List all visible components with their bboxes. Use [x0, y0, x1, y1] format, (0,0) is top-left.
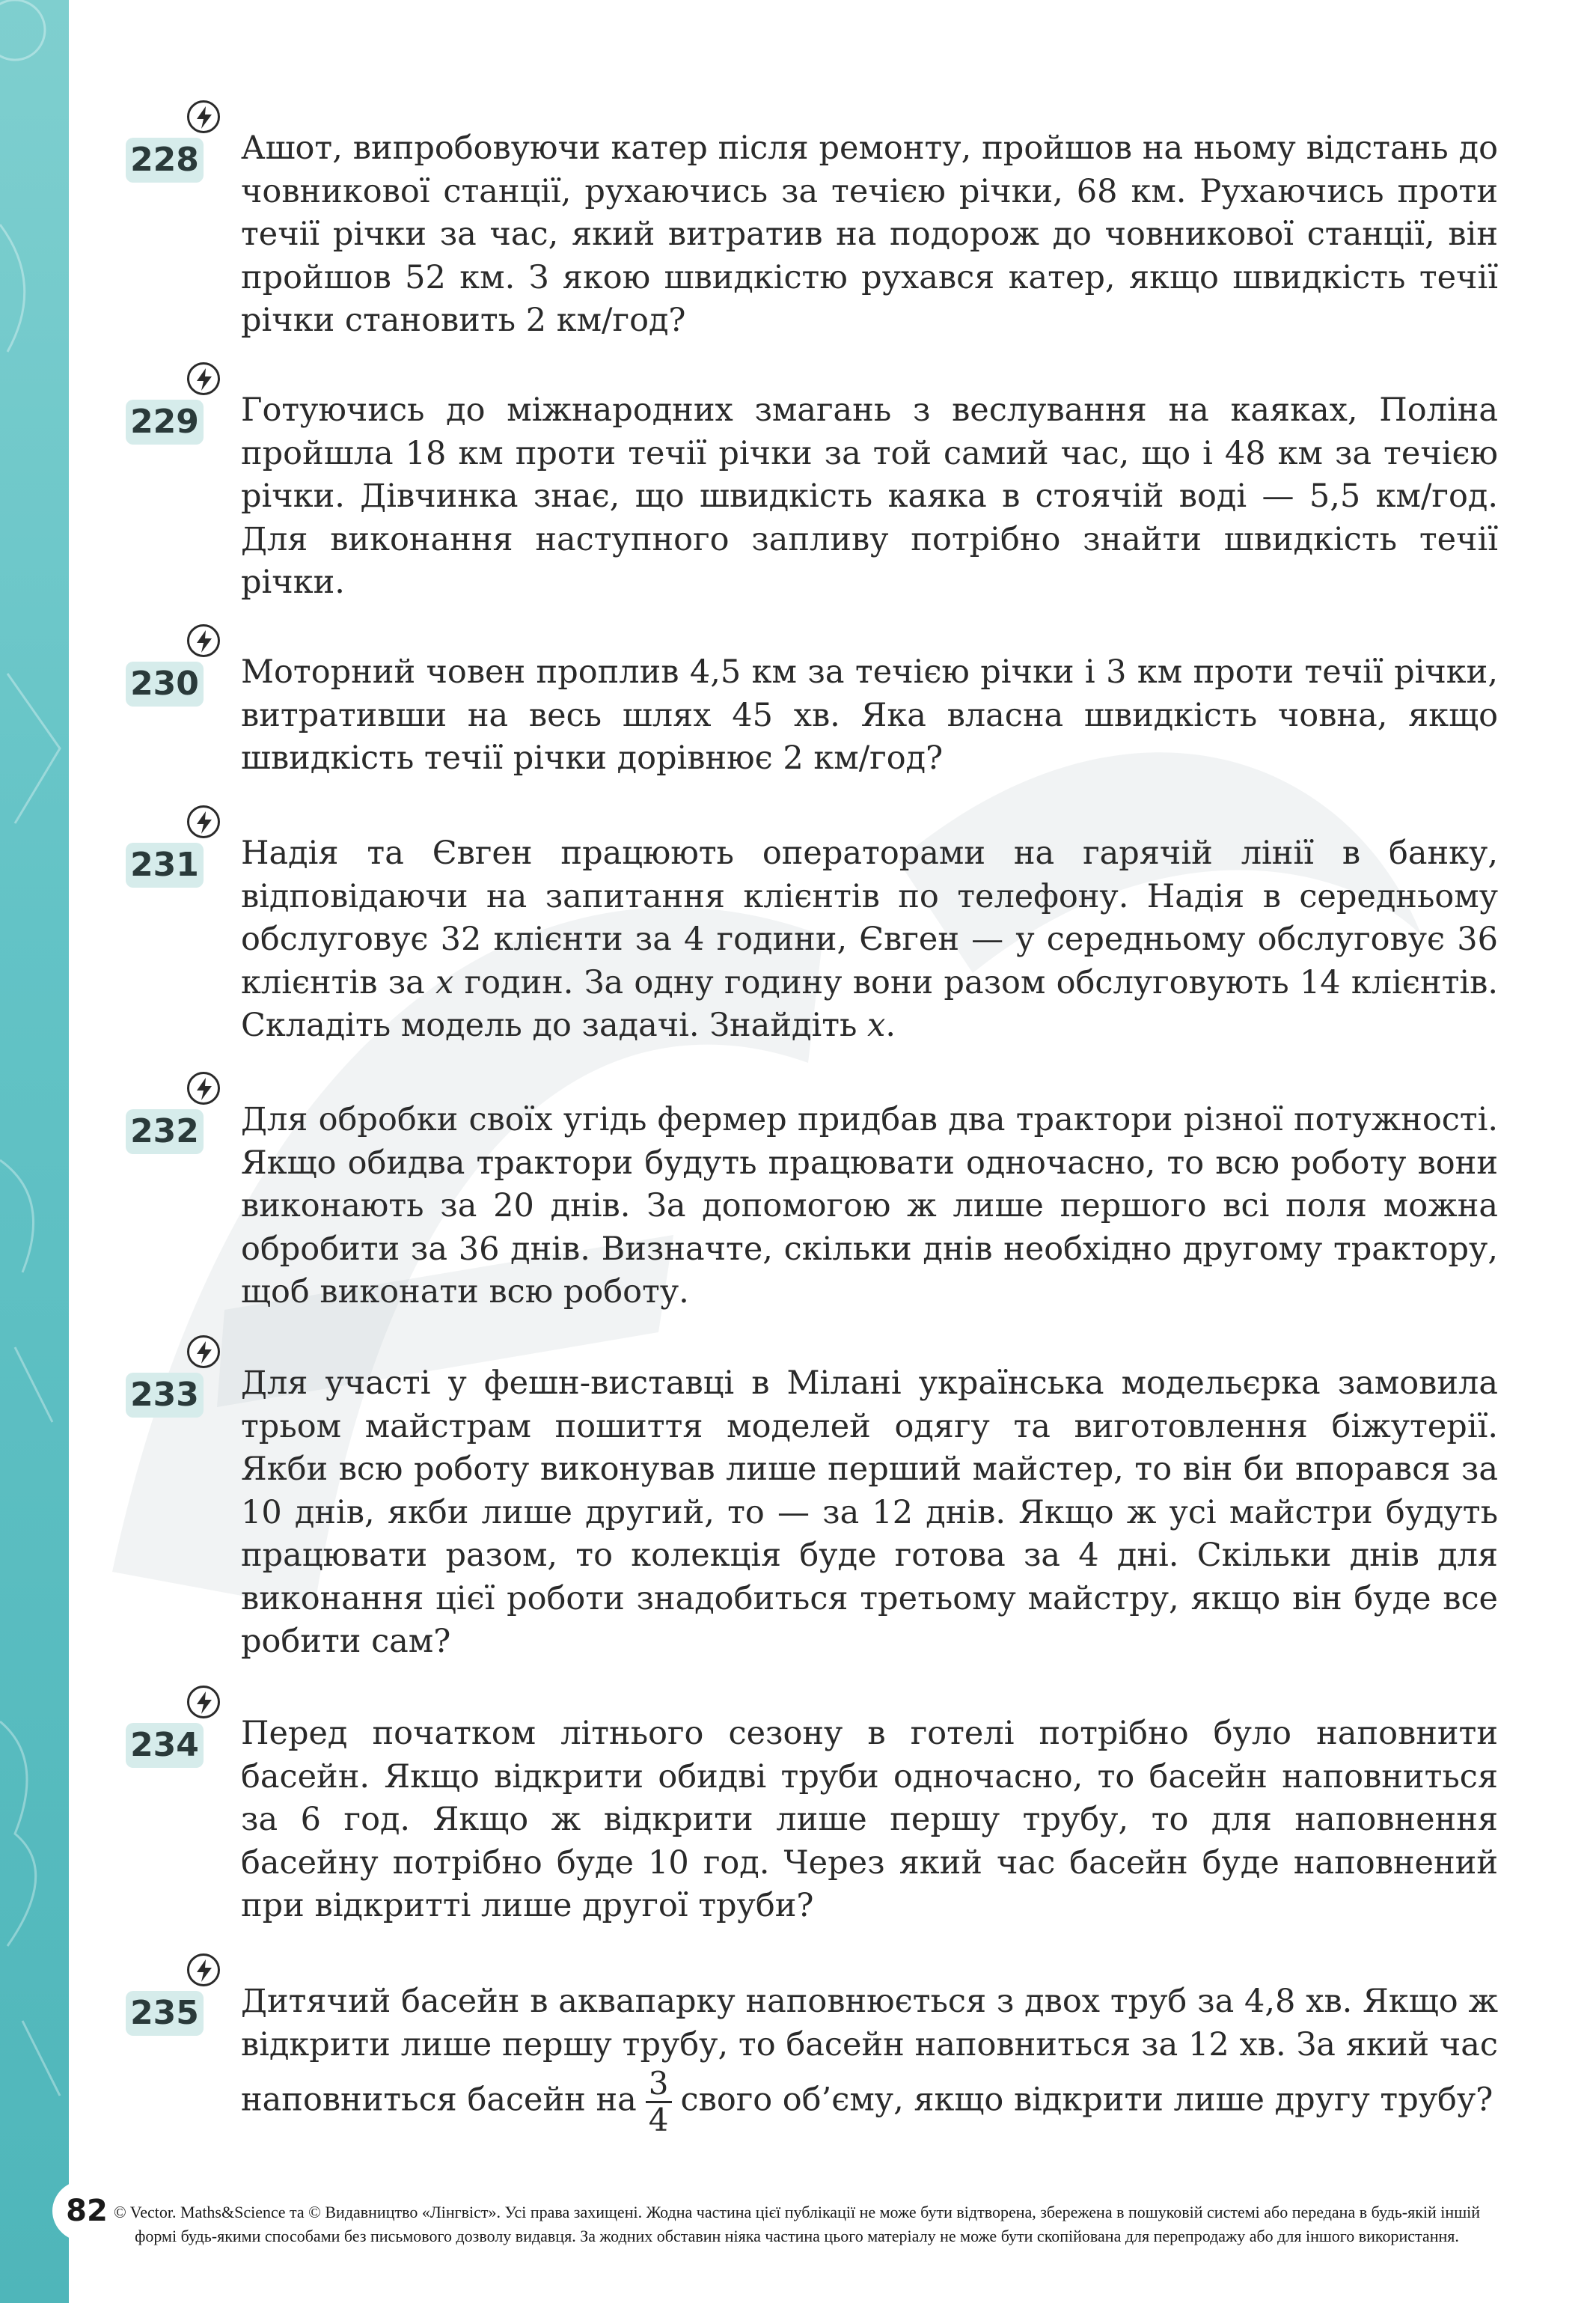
- problem-number-badge: [126, 832, 204, 891]
- problem-text: Ашот, випробовуючи катер після ремонту, пройшов на ньому відстань до човникової станції, рухаючись за течією річки, 68 км. Рухаючись проти течії річки за час, який витратив на подорож до човникової станції, він пройшов 52 км. З якою швидкістю рухався катер, якщо швидкість течії річки становить 2 км/год?: [241, 129, 1498, 339]
- problem-text: Моторний човен проплив 4,5 км за течією річки і 3 км проти течії річки, витративши на весь шлях 45 хв. Яка власна швидкість човна, якщо швидкість течії річки дорівнює 2 км/год?: [241, 653, 1498, 777]
- lightning-icon: [187, 1953, 220, 1986]
- lightning-icon: [187, 1072, 220, 1105]
- variable-x: x: [867, 1007, 886, 1044]
- problem-text-part: Надія та Євген працюють операторами на гарячій лінії в банку, відповідаючи на запитання клієнтів по телефону. Надія в середньому обслуговує 32 клієнти за 4 години, Євген — у середньому обслуговує 36 клієнтів за: [241, 835, 1498, 1001]
- problem-number-badge: [126, 651, 204, 710]
- problem-text-part: Дитячий басейн в аквапарку наповнюється з двох труб за 4,8 хв. Якщо ж відкрити лише першу трубу, то басейн наповниться за 12 хв. За який час наповниться басейн на: [241, 1983, 1498, 2119]
- problem-number-badge: [126, 1980, 204, 2039]
- lightning-icon: [187, 805, 220, 838]
- lightning-icon: [187, 100, 220, 133]
- problem-number-badge: [126, 1712, 204, 1771]
- problem-text-part: годин. За одну годину вони разом обслуговують 14 клієнтів. Складіть модель до задачі. Знайдіть: [241, 963, 1498, 1044]
- problem-text: Готуючись до міжнародних змагань з веслування на каяках, Поліна пройшла 18 км проти течії річки за той самий час, що і 48 км за течією річки. Дівчинка знає, що швидкість каяка в стоячій воді — 5,5 км/год. Для виконання наступного запливу потрібно знайти швидкість течії річки.: [241, 391, 1498, 601]
- problem-text: Перед початком літнього сезону в готелі потрібно було наповнити басейн. Якщо відкрити обидві труби одночасно, то басейн наповниться за 6 год. Якщо ж відкрити лише першу трубу, то для наповнення басейну потрібно буде 10 год. Через який час басейн буде наповнений при відкритті лише другої труби?: [241, 1715, 1498, 1924]
- lightning-icon: [187, 1335, 220, 1368]
- problem-number: 233: [126, 1373, 204, 1418]
- page-number: 82: [52, 2180, 121, 2242]
- problem-number: 235: [126, 1991, 204, 2036]
- copyright-footer: © Vector. Maths&Science та © Видавництво «Лінгвіст». Усі права захищені. Жодна частина цієї публікації не може бути відтворена, збережена в пошуковій системі або передана в будь-якій іншій формі будь-якими способами без письмового дозволу видавця. За жодних обставин ніяка частина цього матеріалу не може бути скопійована для перепродажу або для іншого використання.: [113, 2203, 1481, 2245]
- fraction: [646, 2066, 672, 2138]
- problem-number-badge: [126, 389, 204, 448]
- problem-number: 231: [126, 843, 204, 888]
- lightning-icon: [187, 624, 220, 657]
- problem-text: Для участі у фешн-виставці в Мілані українська модельєрка замовила трьом майстрам пошиття моделей одягу та виготовлення біжутерії. Якби всю роботу виконував лише перший майстер, то він би впорався за 10 днів, якби лише другий, то — за 12 днів. Якщо ж усі майстри будуть працювати разом, то колекція буде готова за 4 дні. Скільки днів для виконання цієї роботи знадобиться третьому майстру, якщо він буде все робити сам?: [241, 1364, 1498, 1660]
- problem-number: 232: [126, 1109, 204, 1154]
- lightning-icon: [187, 1686, 220, 1718]
- problem-number: 228: [126, 138, 204, 183]
- fraction-denominator: 4: [646, 2101, 672, 2138]
- problem-number: 230: [126, 662, 204, 707]
- problem-number: 234: [126, 1723, 204, 1768]
- variable-x: x: [435, 963, 454, 1001]
- fraction-numerator: 3: [648, 2065, 669, 2102]
- problem-number-badge: [126, 1099, 204, 1157]
- problem-text-part: свого об’єму, якщо відкрити лише другу трубу?: [680, 2081, 1493, 2119]
- problem-text: [241, 1980, 1498, 2138]
- problem-number-badge: [126, 1362, 204, 1421]
- problem-number: 229: [126, 400, 204, 445]
- problem-text: [241, 832, 1498, 1048]
- left-decorative-strip: [0, 0, 69, 2303]
- problem-text-part: .: [885, 1007, 896, 1044]
- lightning-icon: [187, 362, 220, 395]
- problem-text: Для обробки своїх угідь фермер придбав два трактори різної потужності. Якщо обидва трактори будуть працювати одночасно, то всю роботу вони виконають за 20 днів. За допомогою ж лише першого всі поля можна обробити за 36 днів. Визначте, скільки днів необхідно другому трактору, щоб виконати всю роботу.: [241, 1101, 1498, 1311]
- math-doodles-decoration: [0, 0, 69, 2303]
- problem-number-badge: [126, 127, 204, 186]
